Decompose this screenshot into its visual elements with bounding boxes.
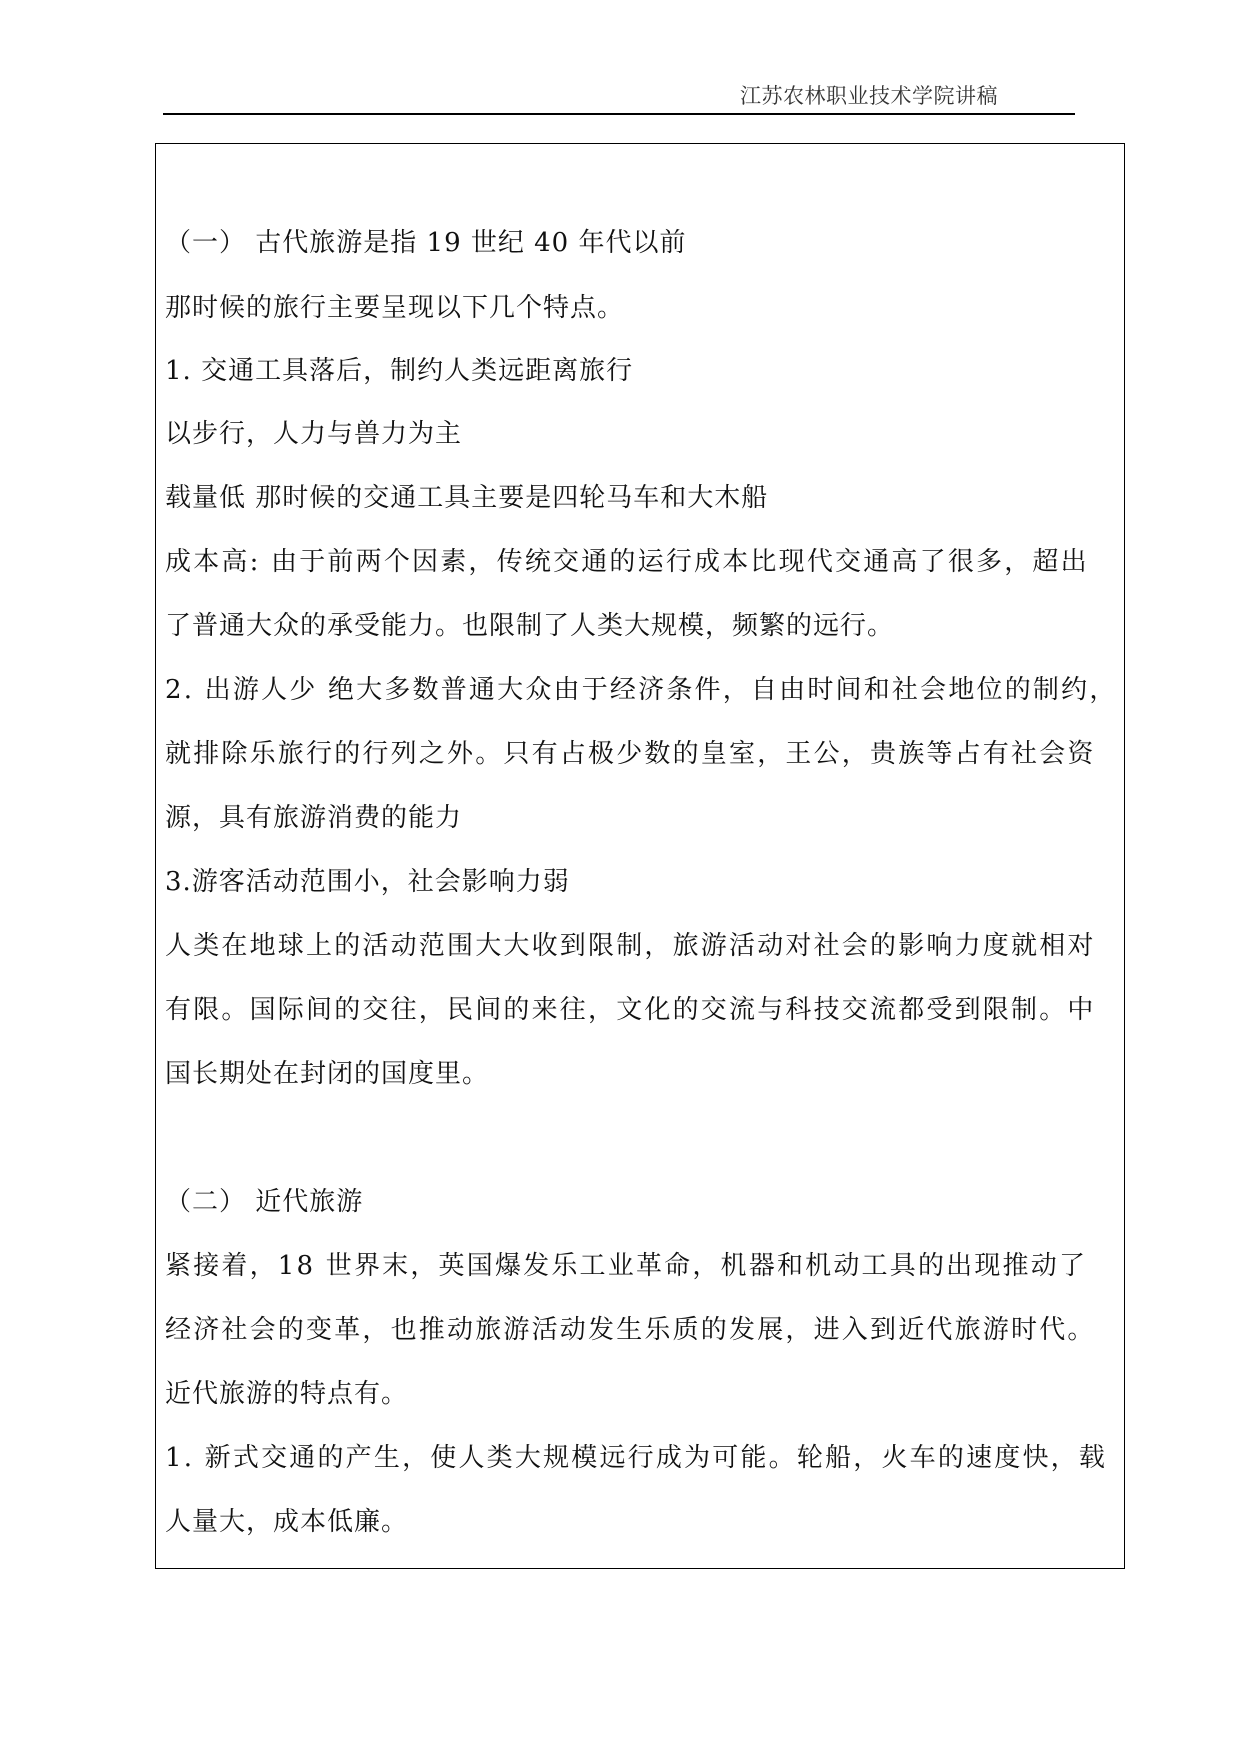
- section1-point1-line2: 载量低 那时候的交通工具主要是四轮马车和大木船: [165, 483, 769, 513]
- header-institution: 江苏农林职业技术学院讲稿: [740, 84, 998, 108]
- section1-point1-title: 1. 交通工具落后，制约人类远距离旅行: [165, 356, 634, 386]
- section1-point3-title: 3.游客活动范围小，社会影响力弱: [165, 867, 570, 897]
- section2-point1-a: 1. 新式交通的产生，使人类大规模远行成为可能。轮船，火车的速度快，载: [165, 1443, 1108, 1473]
- section1-heading: （一） 古代旅游是指 19 世纪 40 年代以前: [165, 228, 687, 258]
- section1-point2-a: 2. 出游人少 绝大多数普通大众由于经济条件，自由时间和社会地位的制约，: [165, 675, 1118, 705]
- section1-point2-c: 源，具有旅游消费的能力: [165, 803, 463, 833]
- section1-point1-line3b: 了普通大众的承受能力。也限制了人类大规模，频繁的远行。: [165, 611, 895, 641]
- section1-point2-b: 就排除乐旅行的行列之外。只有占极少数的皇室，王公，贵族等占有社会资: [165, 739, 1096, 769]
- section2-features-intro: 近代旅游的特点有。: [165, 1379, 409, 1409]
- section1-point1-line3a: 成本高: 由于前两个因素，传统交通的运行成本比现代交通高了很多，超出: [165, 547, 1089, 577]
- section1-point3-a: 人类在地球上的活动范围大大收到限制，旅游活动对社会的影响力度就相对: [165, 931, 1096, 961]
- section2-point1-b: 人量大，成本低廉。: [165, 1507, 409, 1537]
- section1-point3-b: 有限。国际间的交往，民间的来往，文化的交流与科技交流都受到限制。中: [165, 995, 1096, 1025]
- section2-para-b: 经济社会的变革，也推动旅游活动发生乐质的发展，进入到近代旅游时代。: [165, 1315, 1096, 1345]
- section1-point3-c: 国长期处在封闭的国度里。: [165, 1059, 490, 1089]
- section1-point1-line1: 以步行，人力与兽力为主: [165, 419, 463, 449]
- section1-intro: 那时候的旅行主要呈现以下几个特点。: [165, 293, 625, 323]
- section2-heading: （二） 近代旅游: [165, 1187, 364, 1217]
- section2-para-a: 紧接着，18 世界末，英国爆发乐工业革命，机器和机动工具的出现推动了: [165, 1251, 1088, 1281]
- header-rule: [163, 113, 1075, 115]
